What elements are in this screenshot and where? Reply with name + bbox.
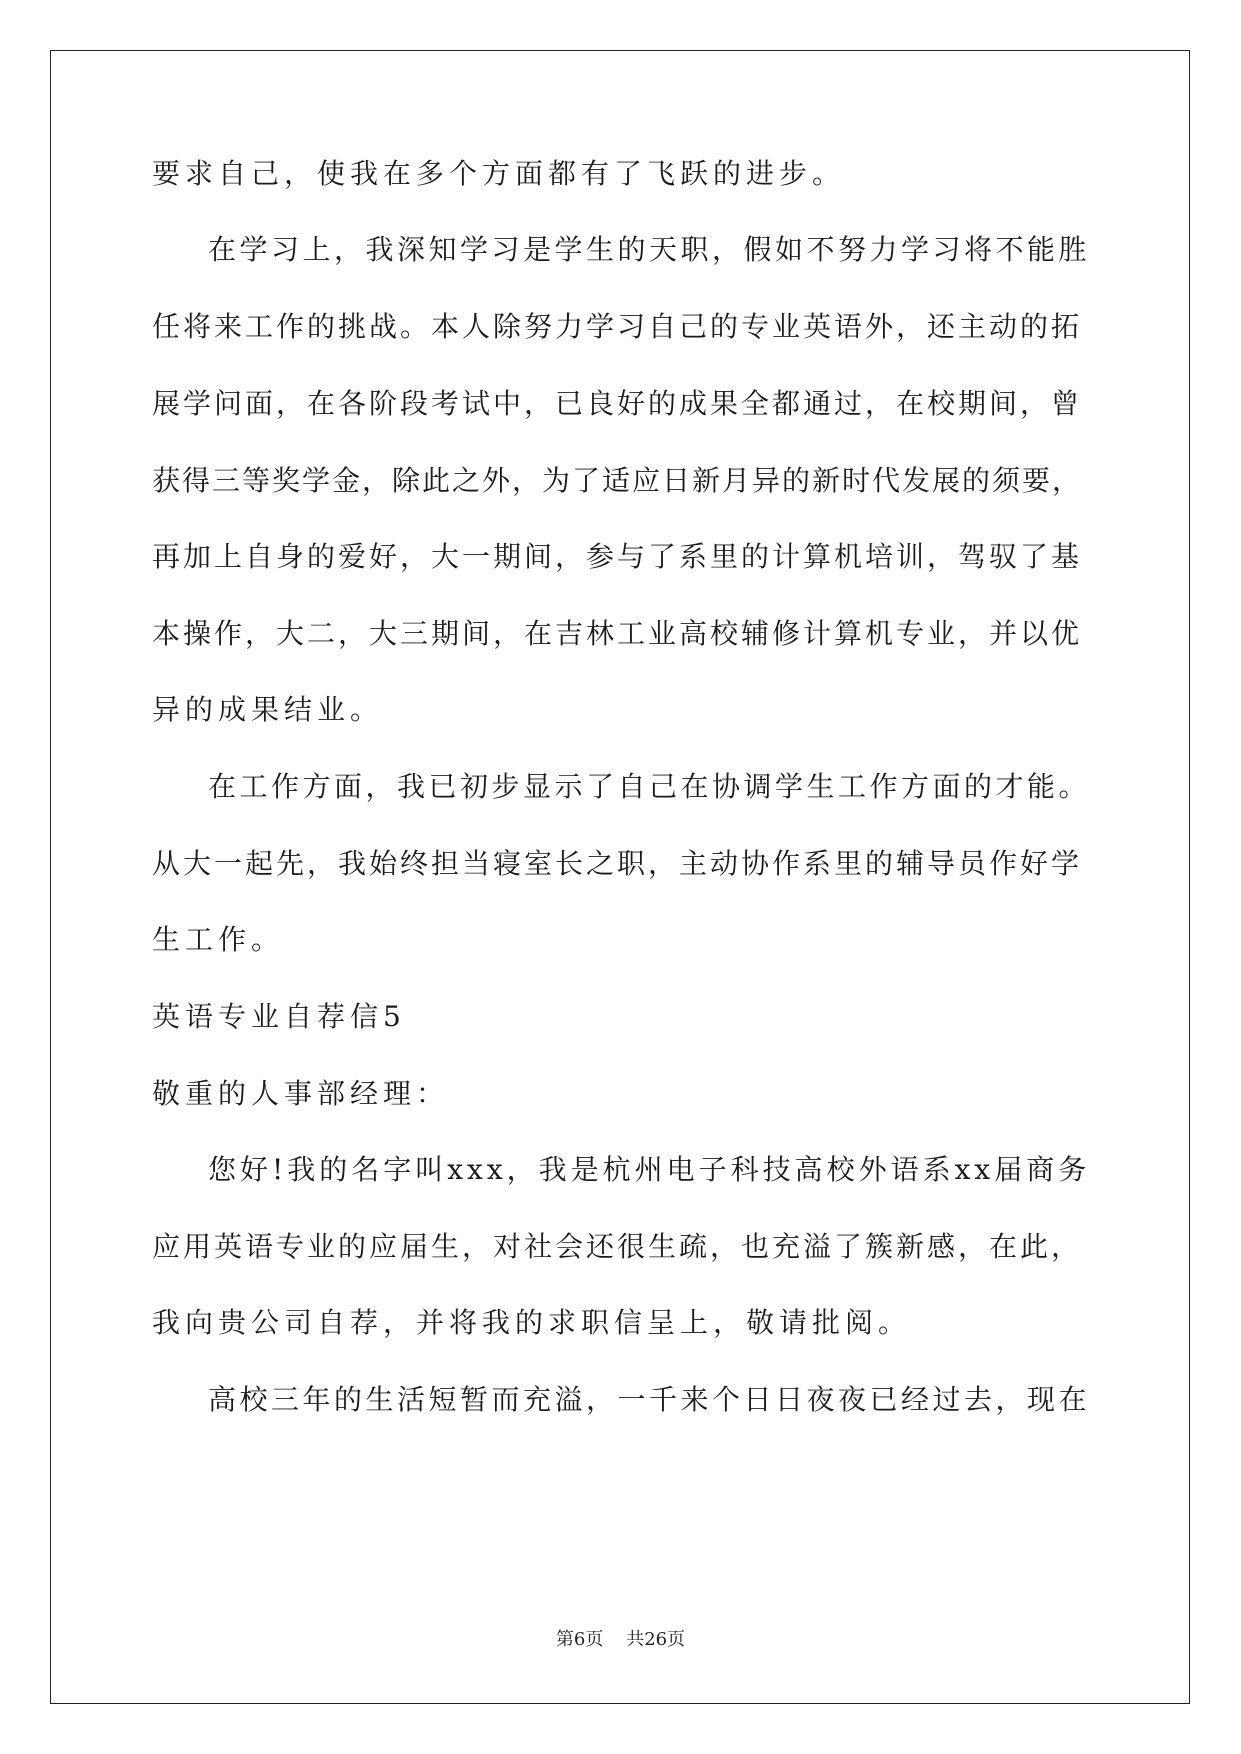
text-line: 应用英语专业的应届生，对社会还很生疏，也充溢了簇新感，在此， — [152, 1230, 1083, 1263]
salutation: 敬重的人事部经理： — [152, 1077, 450, 1110]
paragraph-first-line: 在学习上，我深知学习是学生的天职，假如不努力学习将不能胜 — [208, 233, 1091, 266]
text-line: 再加上自身的爱好，大一期间，参与了系里的计算机培训，驾驭了基 — [152, 540, 1083, 573]
text-line: 任将来工作的挑战。本人除努力学习自己的专业英语外，还主动的拓 — [152, 310, 1083, 343]
text-line: 异的成果结业。 — [152, 693, 384, 726]
section-heading: 英语专业自荐信5 — [152, 1000, 406, 1033]
paragraph-first-line: 在工作方面，我已初步显示了自己在协调学生工作方面的才能。 — [208, 770, 1091, 803]
page-number: 第6页 — [555, 1629, 604, 1650]
page-footer — [0, 1625, 1241, 1651]
text-line: 生工作。 — [152, 923, 285, 956]
text-line: 本操作，大二，大三期间，在吉林工业高校辅修计算机专业，并以优 — [152, 617, 1083, 650]
text-line: 获得三等奖学金，除此之外，为了适应日新月异的新时代发展的须要， — [152, 464, 1083, 497]
paragraph-first-line: 高校三年的生活短暂而充溢，一千来个日日夜夜已经过去，现在 — [208, 1383, 1091, 1416]
text-line: 我向贵公司自荐，并将我的求职信呈上，敬请批阅。 — [152, 1306, 912, 1339]
text-line: 要求自己，使我在多个方面都有了飞跃的进步。 — [152, 157, 846, 190]
paragraph-first-line: 您好!我的名字叫xxx，我是杭州电子科技高校外语系xx届商务 — [208, 1153, 1091, 1186]
page-total: 共26页 — [626, 1629, 686, 1650]
text-line: 从大一起先，我始终担当寝室长之职，主动协作系里的辅导员作好学 — [152, 847, 1083, 880]
text-line: 展学问面，在各阶段考试中，已良好的成果全都通过，在校期间，曾 — [152, 387, 1083, 420]
